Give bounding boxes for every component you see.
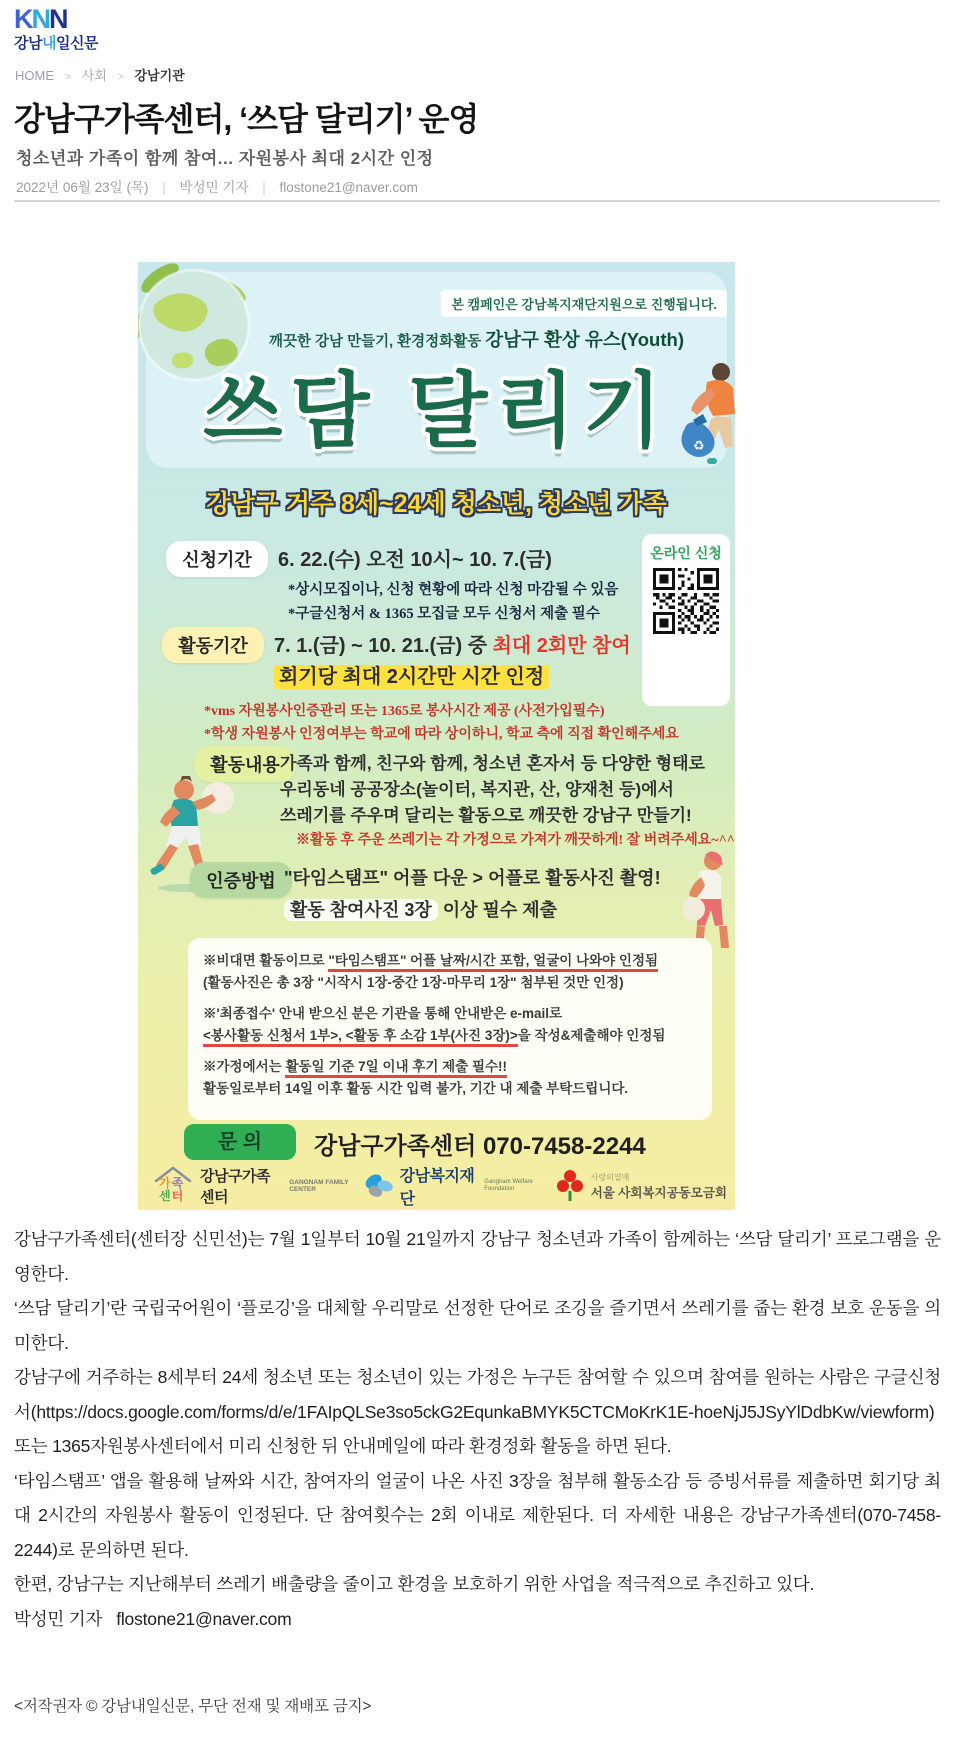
online-apply-title: 온라인 신청 xyxy=(650,545,722,561)
knn-logo xyxy=(14,6,98,33)
content-line-2: 우리동네 공공장소(놀이터, 복지관, 산, 양재천 등)에서 xyxy=(280,780,674,799)
meta-divider: | xyxy=(162,180,166,195)
activity-limit-red: 최대 2회만 참여 xyxy=(492,635,631,657)
notice-line-6: 활동일로부터 14일 이후 활동 시간 입력 불가, 기간 내 제출 부탁드립니다. xyxy=(203,1081,629,1096)
chevron-right-icon: > xyxy=(117,71,124,83)
paragraph-5: 한편, 강남구는 지난해부터 쓰레기 배출량을 줄이고 환경을 보호하기 위한 사업을 적극적으로 추진하고 있다. xyxy=(14,1574,815,1594)
paragraph-3: 강남구에 거주하는 8세부터 24세 청소년 또는 청소년이 있는 가정은 누구든 참여할 수 있으며 참여를 원하는 사람은 구글신청서(https://docs.google.com/forms/d/e/1FAIpQLSe3so5ckG2EqunkaBMYK5CTCMoKrK1E-hoeNjJ5JSyYlDdbKw/viewform) 또는 1365자원봉사센터에서 미리 신청한 뒤 안내메일에 따라 환경정화 활동을 하면 된다. xyxy=(14,1367,941,1456)
notice-line-2: (활동사진은 총 3장 "시작시 1장-중간 1장-마무리 1장" 첨부된 것만 인정) xyxy=(203,975,624,990)
paragraph-4: ‘타임스탬프’ 앱을 활용해 날짜와 시간, 참여자의 얼굴이 나온 사진 3장을 첨부해 활동소감 등 증빙서류를 제출하면 회기당 최대 2시간의 자원봉사 활동이 인정된다. 단 참여횟수는 2회 이내로 제한된다. 더 자세한 내용은 강남구가족센터(070-7458-2244)로 문의하면 된다. xyxy=(14,1470,941,1560)
apply-note-1: *상시모집이나, 신청 현황에 따라 신청 마감될 수 있음 xyxy=(288,582,619,598)
notice-line-5: ※가정에서는 활동일 기준 7일 이내 후기 제출 필수!! xyxy=(203,1056,712,1078)
cert-line-2: 활동 참여사진 3장 이상 필수 제출 xyxy=(284,896,557,922)
activity-period-label: 활동기간 xyxy=(162,627,264,663)
logo-letter: K xyxy=(14,4,32,34)
butterfly-icon xyxy=(364,1170,394,1202)
tagline-left: 깨끗한 강남 만들기, 환경정화활동 xyxy=(269,334,486,350)
chest-small-label: 사랑의열매 xyxy=(590,1172,630,1182)
breadcrumb-society[interactable]: 사회 xyxy=(81,68,107,83)
chevron-right-icon: > xyxy=(64,71,72,83)
newspaper-name: 강남내일신문 xyxy=(14,35,98,52)
content-line-3: 쓰레기를 주우며 달리는 활동으로 깨끗한 강남구 만들기! xyxy=(280,806,692,825)
certification-label: 인증방법 xyxy=(190,862,292,898)
target-banner: 강남구 거주 8세~24세 청소년, 청소년 가족 xyxy=(206,490,667,518)
apply-period-label: 신청기간 xyxy=(166,541,268,577)
notice-box xyxy=(188,938,712,1120)
fruit-of-love-icon xyxy=(555,1169,585,1203)
family-center-logo xyxy=(152,1165,364,1207)
community-chest-logo xyxy=(555,1169,727,1203)
vms-note-2: *학생 자원봉사 인정여부는 학교에 따라 상이하니, 학교 측에 직접 확인해주세요 xyxy=(204,727,679,742)
cert-line-1: "타임스탬프" 어플 다운 > 어플로 활동사진 촬영! xyxy=(284,868,661,888)
family-center-house-icon: 가족 센터 xyxy=(152,1165,194,1207)
breadcrumb xyxy=(15,65,185,84)
google-form-link[interactable]: https://docs.google.com/forms/d/e/1FAIpQLSe3so5ckG2EqunkaBMYK5CTCMoKrK1E-hoeNjJ5JSyYlDdbKw/viewform xyxy=(36,1401,929,1422)
welfare-foundation-logo xyxy=(364,1163,555,1209)
breadcrumb-category[interactable]: 강남기관 xyxy=(134,68,185,83)
online-apply-box xyxy=(642,534,730,706)
article-author: 박성민 기자 xyxy=(179,180,249,195)
trash-bag-person-illustration xyxy=(677,358,735,478)
article-poster-image xyxy=(138,262,735,1210)
byline xyxy=(14,1602,941,1637)
article-date: 2022년 06월 23일 (목) xyxy=(16,180,149,195)
family-center-name: 강남구가족센터 xyxy=(200,1168,270,1206)
family-center-eng: GANGNAM FAMILY CENTER xyxy=(289,1179,349,1193)
site-logo[interactable] xyxy=(14,6,98,51)
content-note: ※활동 후 주운 쓰레기는 각 가정으로 가져가 깨끗하게! 잘 버려주세요~^^ xyxy=(296,833,735,848)
poster-footer-logos xyxy=(152,1164,727,1208)
breadcrumb-home[interactable]: HOME xyxy=(15,68,54,83)
article-title: 강남구가족센터, ‘쓰담 달리기’ 운영 xyxy=(14,101,479,137)
byline-email[interactable]: flostone21@naver.com xyxy=(116,1608,292,1629)
apply-note-2: *구글신청서 & 1365 모집글 모두 신청서 제출 필수 xyxy=(288,606,600,622)
article-meta xyxy=(16,176,418,196)
poster-main-title: 쓰담 달리기 xyxy=(203,366,670,457)
meta-divider: | xyxy=(262,180,266,195)
qr-code xyxy=(653,568,719,634)
chest-name: 서울 사회복지공동모금회 xyxy=(590,1185,727,1200)
welfare-foundation-name: 강남복지재단 xyxy=(399,1168,475,1208)
activity-period-line1: 7. 1.(금) ~ 10. 21.(금) 중 최대 2회만 참여 xyxy=(274,635,631,657)
contact-phone: 강남구가족센터 070-7458-2244 xyxy=(314,1133,646,1160)
article-body xyxy=(14,1222,941,1636)
contact-label: 문 의 xyxy=(184,1124,296,1160)
logo-letter: N xyxy=(31,4,49,34)
svg-text:♻: ♻ xyxy=(693,438,705,453)
vms-note-1: *vms 자원봉사인증관리 또는 1365로 봉사시간 제공 (사전가입필수) xyxy=(204,704,605,719)
notice-line-3: ※'최종접수' 안내 받으신 분은 기관을 통해 안내받은 e-mail로 xyxy=(203,1006,563,1021)
header-divider-line xyxy=(14,200,940,202)
campaign-note: 본 캠페인은 강남복지재단지원으로 진행됩니다. xyxy=(441,290,727,317)
logo-letter: N xyxy=(49,4,67,34)
tagline-right: 강남구 환상 유스(Youth) xyxy=(485,329,684,350)
paragraph-1: 강남구가족센터(센터장 신민선)는 7월 1일부터 10월 21일까지 강남구 청소년과 가족이 함께하는 ‘쓰담 달리기’ 프로그램을 운영한다. xyxy=(14,1229,941,1284)
apply-period-value: 6. 22.(수) 오전 10시~ 10. 7.(금) xyxy=(278,549,552,571)
notice-line-1: ※비대면 활동이므로 "타임스탬프" 어플 날짜/시간 포함, 얼굴이 나와야 인정됨 xyxy=(203,950,712,972)
paragraph-2: ‘쓰담 달리기’란 국립국어원이 ‘플로깅’을 대체할 우리말로 선정한 단어로 조깅을 즐기면서 쓰레기를 줍는 환경 보호 운동을 의미한다. xyxy=(14,1298,941,1353)
content-line-1: 가족과 함께, 친구와 함께, 청소년 혼자서 등 다양한 형태로 xyxy=(280,754,705,773)
copyright-notice: <저작권자 © 강남내일신문, 무단 전재 및 재배포 금지> xyxy=(14,1698,372,1715)
notice-line-4: <봉사활동 신청서 1부>, <활동 후 소감 1부(사진 3장)>을 작성&제출해야 인정됨 xyxy=(203,1025,712,1047)
byline-author: 박성민 기자 xyxy=(14,1608,103,1629)
article-author-email[interactable]: flostone21@naver.com xyxy=(279,180,418,195)
welfare-foundation-eng: Gangnam Welfare Foundation xyxy=(484,1179,533,1192)
activity-period-line2: 회기당 최대 2시간만 시간 인정 xyxy=(274,660,549,689)
article-subtitle: 청소년과 가족이 함께 참여... 자원봉사 최대 2시간 인정 xyxy=(16,149,434,168)
activity-content-label: 활동내용 xyxy=(194,746,296,782)
